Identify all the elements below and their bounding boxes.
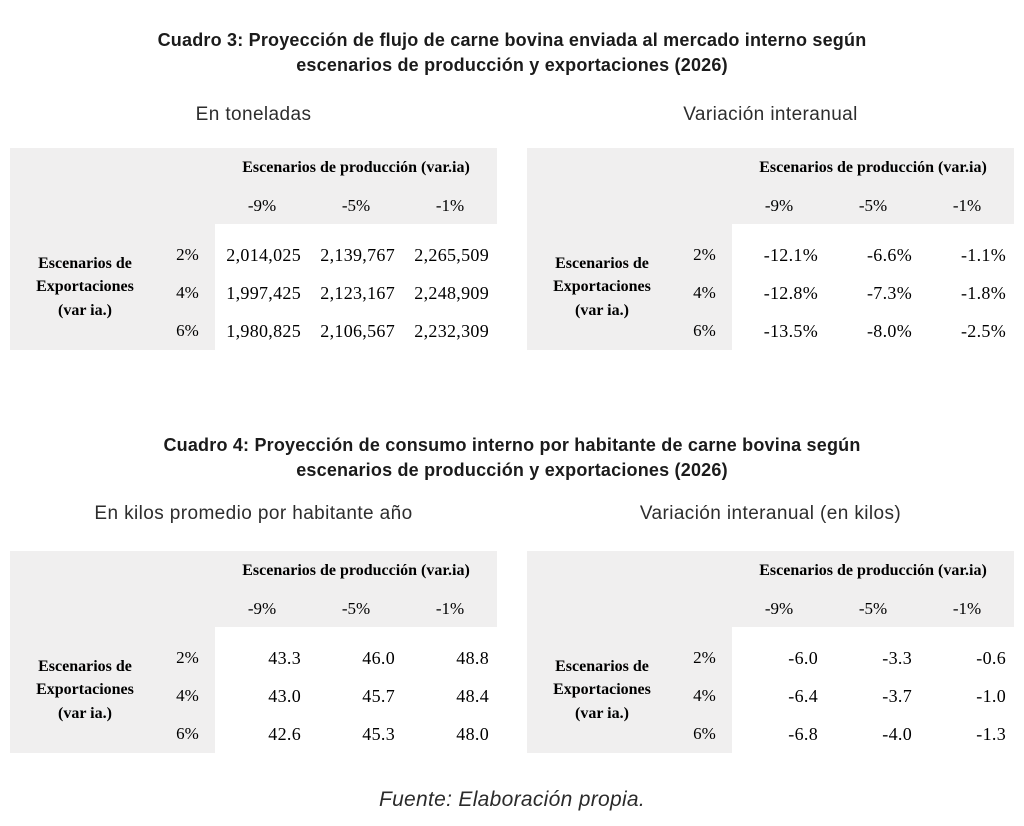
row-header: 6% xyxy=(176,321,199,340)
row-header: 2% xyxy=(693,648,716,667)
table-cuadro3-toneladas xyxy=(10,148,497,350)
data-cell: -8.0% xyxy=(867,320,912,341)
row-header: 4% xyxy=(176,686,199,705)
table-cuadro3-variacion xyxy=(527,148,1014,350)
data-cell: 43.3 xyxy=(268,647,301,668)
column-header: -5% xyxy=(858,599,888,618)
data-cell: 46.0 xyxy=(362,647,395,668)
row-header: 4% xyxy=(176,283,199,302)
data-cell: 2,232,309 xyxy=(414,320,489,341)
table-grid xyxy=(527,551,1014,753)
row-header: 4% xyxy=(693,283,716,302)
data-cell: -6.6% xyxy=(867,244,912,265)
cuadro-3-right-subtitle: Variación interanual xyxy=(683,104,858,125)
data-cell: -1.0 xyxy=(976,685,1006,706)
data-cell: 2,248,909 xyxy=(414,282,489,303)
data-cell: -12.8% xyxy=(763,282,818,303)
column-group-header: Escenarios de producción (var.ia) xyxy=(759,562,987,579)
cuadro-3-left-subtitle: En toneladas xyxy=(195,104,312,125)
data-cell: 2,139,767 xyxy=(320,244,395,265)
column-group-header: Escenarios de producción (var.ia) xyxy=(242,562,470,579)
data-cell: 2,014,025 xyxy=(226,244,301,265)
column-header: -1% xyxy=(952,196,982,215)
column-header: -9% xyxy=(247,599,277,618)
cuadro-4-tables xyxy=(0,551,1024,753)
column-header: -5% xyxy=(341,599,371,618)
data-cell: -1.8% xyxy=(961,282,1006,303)
row-header: 2% xyxy=(693,245,716,264)
source-note: Fuente: Elaboración propia. xyxy=(378,788,646,811)
data-cell: -12.1% xyxy=(763,244,818,265)
row-group-header: Escenarios de Exportaciones (var ia.) xyxy=(553,658,651,722)
data-cell: -6.8 xyxy=(788,723,818,744)
cuadro-3-subtitles xyxy=(0,104,1024,126)
data-cell: 48.8 xyxy=(456,647,489,668)
table-cuadro4-kilos xyxy=(10,551,497,753)
data-cell: -3.3 xyxy=(882,647,912,668)
table-cuadro4-variacion xyxy=(527,551,1014,753)
data-cell: 45.7 xyxy=(362,685,395,706)
column-header: -1% xyxy=(435,599,465,618)
data-cell: 1,997,425 xyxy=(226,282,301,303)
row-header: 6% xyxy=(176,724,199,743)
cuadro-3-section xyxy=(0,0,1024,350)
row-group-header: Escenarios de Exportaciones (var ia.) xyxy=(553,255,651,319)
column-header: -5% xyxy=(341,196,371,215)
data-cell: -2.5% xyxy=(961,320,1006,341)
row-group-header: Escenarios de Exportaciones (var ia.) xyxy=(36,658,134,722)
data-cell: -6.4 xyxy=(788,685,818,706)
data-cell: 2,123,167 xyxy=(320,282,395,303)
row-header: 6% xyxy=(693,724,716,743)
cuadro-3-title: Cuadro 3: Proyección de flujo de carne bovina enviada al mercado interno según escenarios de producción y exportaciones (2026) xyxy=(157,30,867,75)
cuadro-4-title: Cuadro 4: Proyección de consumo interno por habitante de carne bovina según escenarios de producción y exportaciones (2026) xyxy=(163,435,861,480)
column-header: -1% xyxy=(952,599,982,618)
cuadro-4-right-subtitle: Variación interanual (en kilos) xyxy=(639,503,902,524)
row-group-header: Escenarios de Exportaciones (var ia.) xyxy=(36,255,134,319)
row-header: 2% xyxy=(176,648,199,667)
data-cell: 48.0 xyxy=(456,723,489,744)
data-cell: 48.4 xyxy=(456,685,489,706)
data-cell: 45.3 xyxy=(362,723,395,744)
column-group-header: Escenarios de producción (var.ia) xyxy=(242,159,470,176)
cuadro-4-left-subtitle: En kilos promedio por habitante año xyxy=(94,503,413,524)
data-cell: -3.7 xyxy=(882,685,912,706)
data-cell: 2,265,509 xyxy=(414,244,489,265)
cuadro-4-subtitles xyxy=(0,503,1024,525)
data-cell: -4.0 xyxy=(882,723,912,744)
data-cell: -13.5% xyxy=(763,320,818,341)
table-grid xyxy=(527,148,1014,350)
column-header: -1% xyxy=(435,196,465,215)
row-header: 4% xyxy=(693,686,716,705)
data-cell: -6.0 xyxy=(788,647,818,668)
table-grid xyxy=(10,551,497,753)
table-grid xyxy=(10,148,497,350)
data-cell: 1,980,825 xyxy=(226,320,301,341)
row-header: 2% xyxy=(176,245,199,264)
data-cell: -0.6 xyxy=(976,647,1006,668)
row-header: 6% xyxy=(693,321,716,340)
data-cell: 42.6 xyxy=(268,723,301,744)
column-header: -9% xyxy=(764,599,794,618)
column-group-header: Escenarios de producción (var.ia) xyxy=(759,159,987,176)
data-cell: -1.3 xyxy=(976,723,1006,744)
data-cell: 2,106,567 xyxy=(320,320,395,341)
column-header: -5% xyxy=(858,196,888,215)
column-header: -9% xyxy=(764,196,794,215)
data-cell: -1.1% xyxy=(961,244,1006,265)
cuadro-3-tables xyxy=(0,148,1024,350)
cuadro-4-section xyxy=(0,433,1024,753)
data-cell: 43.0 xyxy=(268,685,301,706)
column-header: -9% xyxy=(247,196,277,215)
data-cell: -7.3% xyxy=(867,282,912,303)
